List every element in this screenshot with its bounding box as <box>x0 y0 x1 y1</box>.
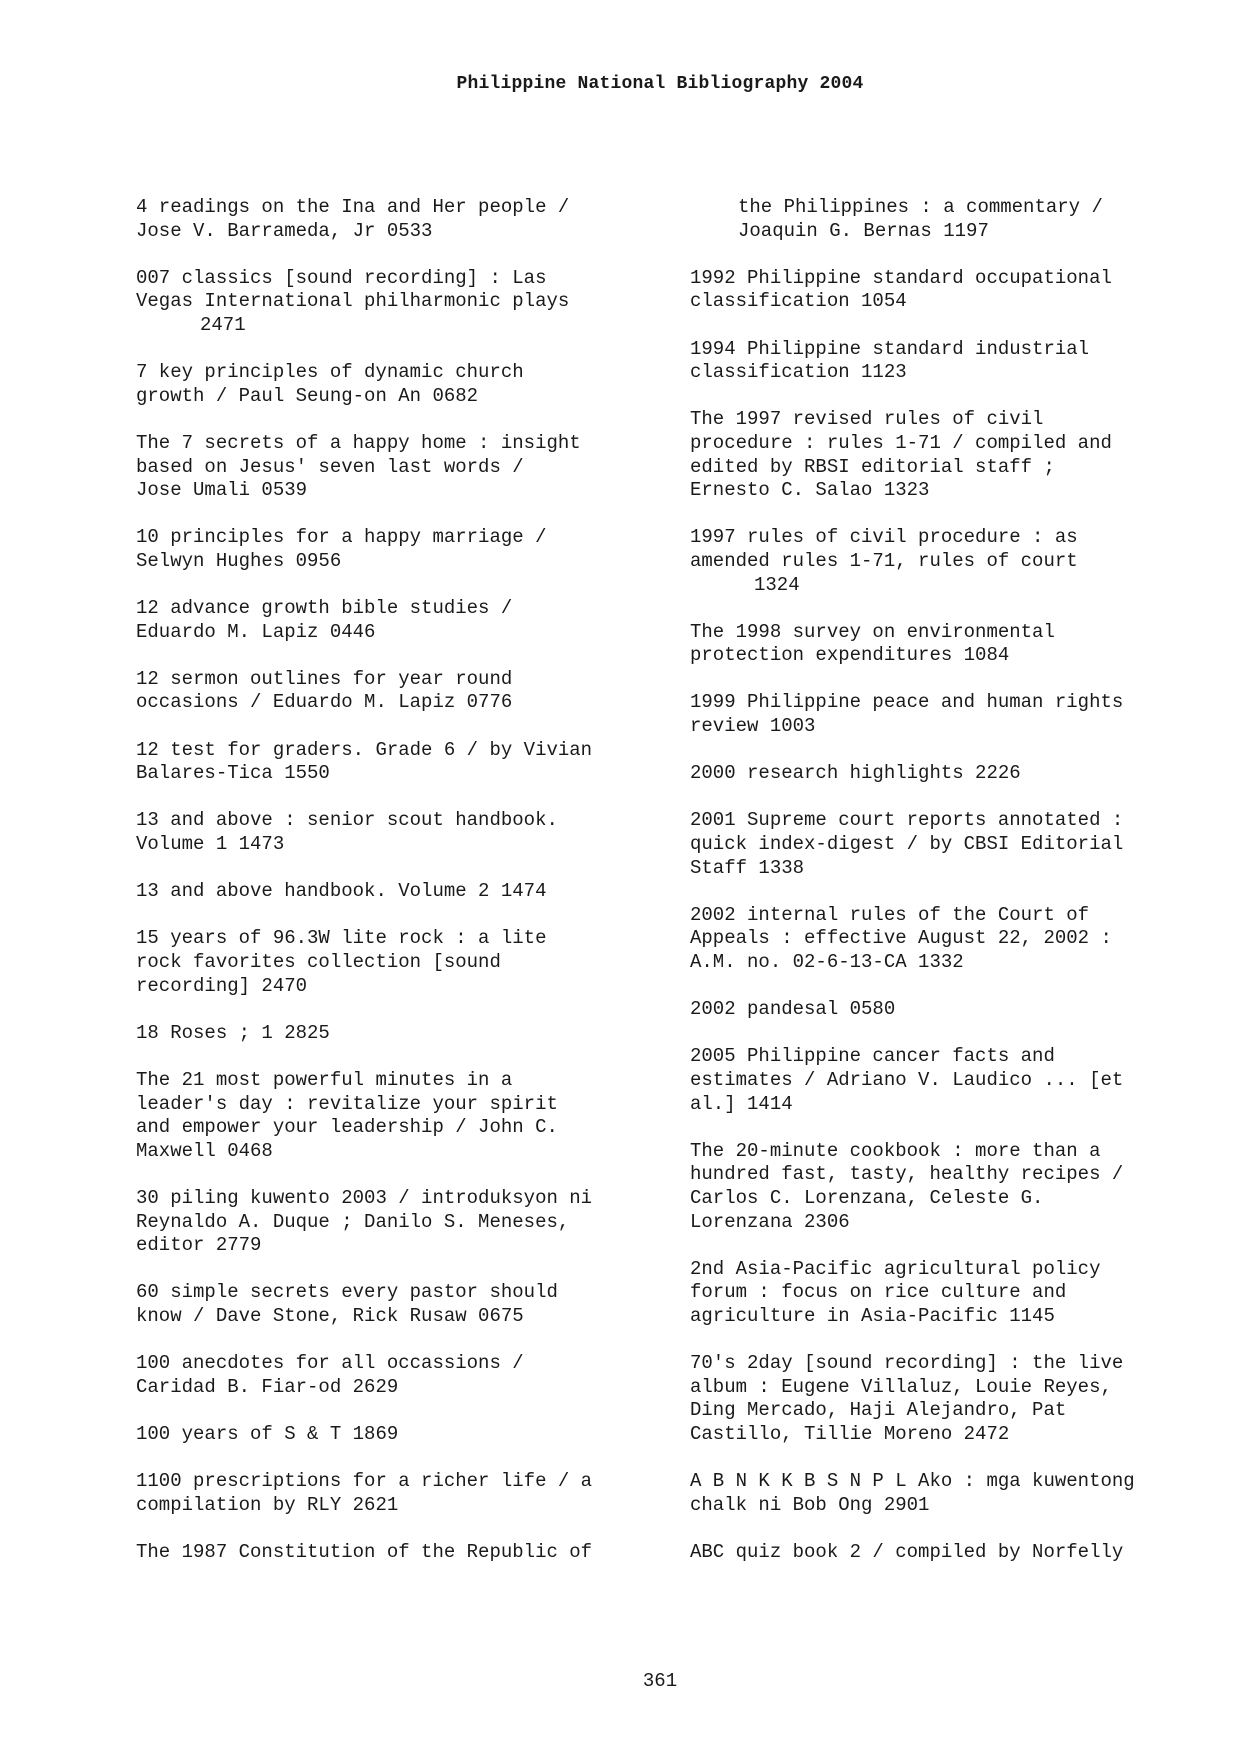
entry-line: Selwyn Hughes 0956 <box>136 549 342 572</box>
entry-line: classification 1123 <box>690 361 907 384</box>
entry-line: 100 anecdotes for all occassions / <box>136 1352 524 1375</box>
entry-line: recording] 2470 <box>136 974 308 997</box>
entry-line: 2002 pandesal 0580 <box>690 998 896 1021</box>
entry-line: 13 and above handbook. Volume 2 1474 <box>136 880 547 903</box>
entry-line: The 7 secrets of a happy home : insight <box>136 431 581 454</box>
bibliography-entry <box>136 196 696 243</box>
bibliography-entry <box>690 1541 1240 1565</box>
bibliography-entry <box>136 1352 696 1399</box>
entry-line: Castillo, Tillie Moreno 2472 <box>690 1422 1010 1445</box>
entry-line: al.] 1414 <box>690 1092 793 1115</box>
entry-line: the Philippines : a commentary / <box>738 196 1103 218</box>
bibliography-entry <box>690 1140 1240 1234</box>
entry-line: Jose V. Barrameda, Jr 0533 <box>136 219 433 242</box>
entry-line: The 1998 survey on environmental <box>690 620 1055 643</box>
entry-line: chalk ni Bob Ong 2901 <box>690 1493 930 1516</box>
entry-line: The 1997 revised rules of civil <box>690 408 1044 431</box>
entry-line: Carlos C. Lorenzana, Celeste G. <box>690 1186 1044 1209</box>
entry-line: 7 key principles of dynamic church <box>136 361 524 384</box>
entry-line: The 1987 Constitution of the Republic of <box>136 1540 593 1563</box>
bibliography-entry <box>136 267 696 338</box>
entry-line: protection expenditures 1084 <box>690 644 1010 667</box>
entry-line: Caridad B. Fiar-od 2629 <box>136 1375 399 1398</box>
page-title: Philippine National Bibliography 2004 <box>456 74 864 94</box>
bibliography-entry <box>136 880 696 904</box>
entry-line: edited by RBSI editorial staff ; <box>690 455 1055 478</box>
entry-line: Staff 1338 <box>690 856 805 879</box>
entry-accession-number: 2471 <box>200 313 246 336</box>
entry-line: 2000 research highlights 2226 <box>690 762 1021 785</box>
bibliography-entry <box>136 597 696 644</box>
entry-line: The 21 most powerful minutes in a <box>136 1068 513 1091</box>
bibliography-entry <box>690 998 1240 1022</box>
entry-line: based on Jesus' seven last words / <box>136 455 524 478</box>
entry-line: Vegas International philharmonic plays <box>136 290 570 313</box>
bibliography-entry <box>690 267 1240 314</box>
bibliography-entry <box>690 1352 1240 1446</box>
page-number: 361 <box>642 1670 678 1692</box>
entry-line: Ding Mercado, Haji Alejandro, Pat <box>690 1399 1067 1422</box>
bibliography-entry <box>690 1045 1240 1116</box>
bibliography-entry <box>136 927 696 998</box>
entry-line: estimates / Adriano V. Laudico ... [et <box>690 1068 1124 1091</box>
entry-line: procedure : rules 1-71 / compiled and <box>690 431 1112 454</box>
entry-line: 2001 Supreme court reports annotated : <box>690 809 1124 832</box>
entry-line: 100 years of S & T 1869 <box>136 1422 399 1445</box>
entry-line: editor 2779 <box>136 1234 262 1257</box>
entry-line: compilation by RLY 2621 <box>136 1493 399 1516</box>
bibliography-entry <box>136 1541 696 1565</box>
entry-line: occasions / Eduardo M. Lapiz 0776 <box>136 691 513 714</box>
entry-line: agriculture in Asia-Pacific 1145 <box>690 1304 1055 1327</box>
entry-line: Appeals : effective August 22, 2002 : <box>690 927 1112 950</box>
bibliography-entry <box>690 904 1240 975</box>
right-column <box>690 196 1240 1588</box>
bibliography-entry <box>690 196 1240 243</box>
entry-line: know / Dave Stone, Rick Rusaw 0675 <box>136 1304 524 1327</box>
entry-line: album : Eugene Villaluz, Louie Reyes, <box>690 1375 1112 1398</box>
entry-line: amended rules 1-71, rules of court <box>690 549 1078 572</box>
entry-line: 18 Roses ; 1 2825 <box>136 1021 330 1044</box>
bibliography-entry <box>136 668 696 715</box>
bibliography-entry <box>690 809 1240 880</box>
bibliography-entry <box>136 1423 696 1447</box>
entry-line: 12 test for graders. Grade 6 / by Vivian <box>136 738 593 761</box>
entry-line: 2005 Philippine cancer facts and <box>690 1045 1055 1068</box>
bibliography-entry <box>136 361 696 408</box>
bibliography-entry <box>136 739 696 786</box>
entry-line: Joaquin G. Bernas 1197 <box>738 219 989 242</box>
entry-line: 70's 2day [sound recording] : the live <box>690 1352 1124 1375</box>
entry-line: 2nd Asia-Pacific agricultural policy <box>690 1257 1101 1280</box>
entry-line: 1100 prescriptions for a richer life / a <box>136 1470 593 1493</box>
entry-line: leader's day : revitalize your spirit <box>136 1092 558 1115</box>
bibliography-entry <box>136 1470 696 1517</box>
entry-line: A B N K K B S N P L Ako : mga kuwentong <box>690 1470 1135 1493</box>
entry-line: Eduardo M. Lapiz 0446 <box>136 620 376 643</box>
bibliography-entry <box>136 809 696 856</box>
entry-line: and empower your leadership / John C. <box>136 1116 558 1139</box>
entry-line: 15 years of 96.3W lite rock : a lite <box>136 927 547 950</box>
entry-line: forum : focus on rice culture and <box>690 1281 1067 1304</box>
bibliography-entry <box>690 526 1240 597</box>
entry-accession-number: 1324 <box>754 573 800 596</box>
entry-line: hundred fast, tasty, healthy recipes / <box>690 1163 1124 1186</box>
entry-line: Jose Umali 0539 <box>136 479 308 502</box>
bibliography-entry <box>690 1258 1240 1329</box>
entry-line: Balares-Tica 1550 <box>136 762 330 785</box>
entry-line: Reynaldo A. Duque ; Danilo S. Meneses, <box>136 1210 570 1233</box>
entry-line: 1994 Philippine standard industrial <box>690 337 1090 360</box>
entry-line: Volume 1 1473 <box>136 833 285 856</box>
entry-line: classification 1054 <box>690 290 907 313</box>
entry-line: 4 readings on the Ina and Her people / <box>136 196 570 218</box>
entry-line: Lorenzana 2306 <box>690 1210 850 1233</box>
bibliography-entry <box>136 1022 696 1046</box>
left-column <box>136 196 696 1588</box>
entry-line: quick index-digest / by CBSI Editorial <box>690 833 1124 856</box>
entry-line: 12 sermon outlines for year round <box>136 667 513 690</box>
bibliography-entry <box>136 526 696 573</box>
bibliography-entry <box>690 691 1240 738</box>
entry-line: rock favorites collection [sound <box>136 951 501 973</box>
bibliography-entry <box>690 1470 1240 1517</box>
entry-line: ABC quiz book 2 / compiled by Norfelly <box>690 1540 1124 1563</box>
bibliography-entry <box>136 1281 696 1328</box>
entry-line: 60 simple secrets every pastor should <box>136 1281 558 1304</box>
entry-line: 1999 Philippine peace and human rights <box>690 691 1124 714</box>
bibliography-entry <box>136 432 696 503</box>
entry-line: 1992 Philippine standard occupational <box>690 266 1112 289</box>
entry-line: 30 piling kuwento 2003 / introduksyon ni <box>136 1186 593 1209</box>
entry-line: 007 classics [sound recording] : Las <box>136 266 547 289</box>
entry-line: 13 and above : senior scout handbook. <box>136 809 558 832</box>
bibliography-entry <box>690 762 1240 786</box>
entry-line: growth / Paul Seung-on An 0682 <box>136 384 479 407</box>
entry-line: 2002 internal rules of the Court of <box>690 903 1090 926</box>
entry-line: The 20-minute cookbook : more than a <box>690 1139 1101 1162</box>
bibliography-entry <box>690 621 1240 668</box>
entry-line: 10 principles for a happy marriage / <box>136 526 547 549</box>
entry-line: 12 advance growth bible studies / <box>136 597 513 620</box>
bibliography-entry <box>136 1069 696 1163</box>
entry-line: A.M. no. 02-6-13-CA 1332 <box>690 951 964 973</box>
bibliography-entry <box>690 338 1240 385</box>
entry-line: review 1003 <box>690 715 816 738</box>
bibliography-entry <box>690 408 1240 502</box>
bibliography-entry <box>136 1187 696 1258</box>
entry-line: 1997 rules of civil procedure : as <box>690 526 1078 549</box>
entry-line: Maxwell 0468 <box>136 1139 273 1162</box>
entry-line: Ernesto C. Salao 1323 <box>690 479 930 502</box>
